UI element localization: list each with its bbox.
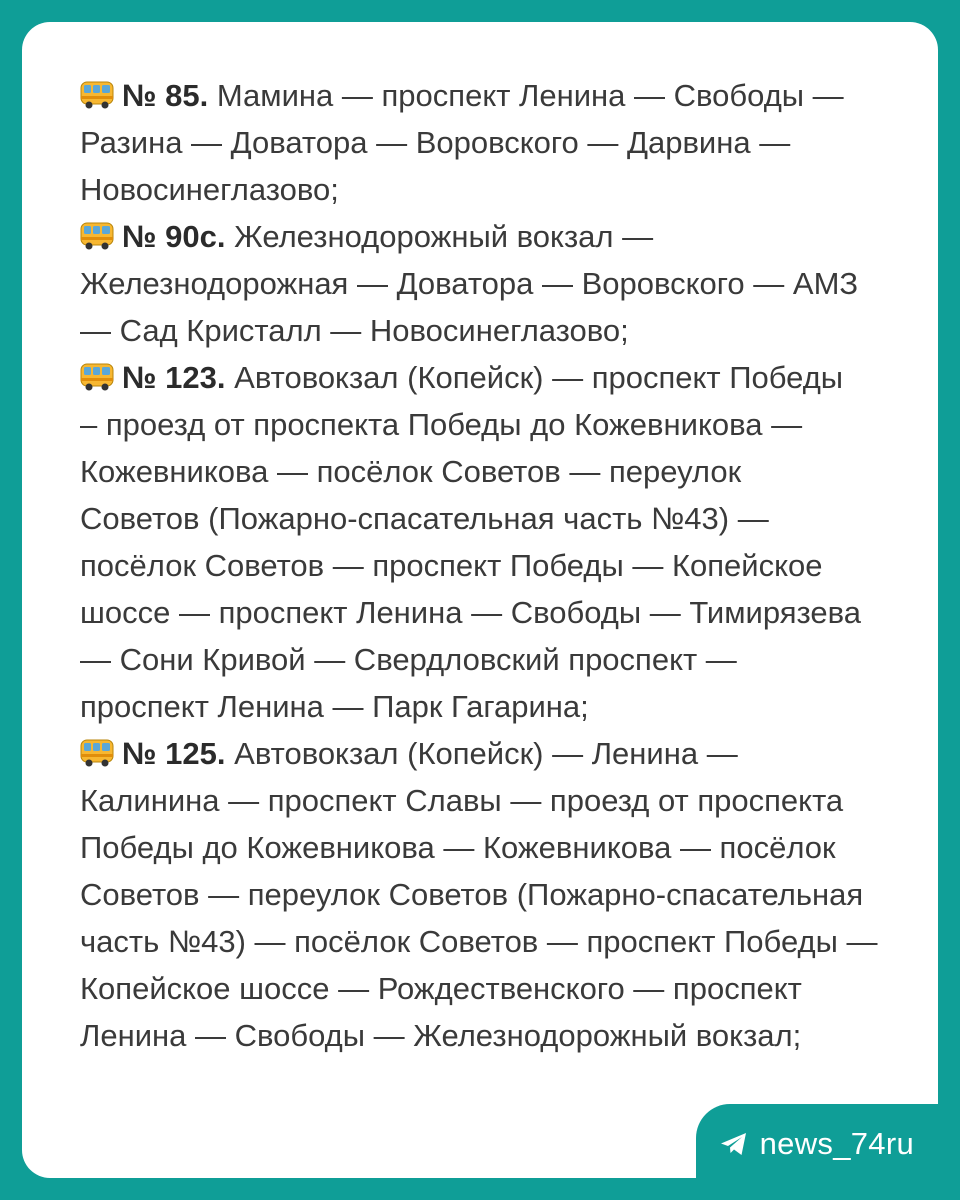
route-line: Разина — Доватора — Воровского — Дарвина —: [80, 125, 791, 160]
route-line: Железнодорожная — Доватора — Воровского — АМЗ: [80, 266, 859, 301]
route-number: № 123.: [122, 360, 226, 395]
route-line: [80, 354, 940, 401]
bus-icon: [80, 738, 114, 768]
route-line: [80, 730, 940, 777]
route-line: Советов — переулок Советов (Пожарно-спасательная: [80, 877, 864, 912]
route-line: Победы до Кожевникова — Кожевникова — посёлок: [80, 830, 836, 865]
route-text: Автовокзал (Копейск) — Ленина —: [234, 736, 738, 771]
route-text: Мамина — проспект Ленина — Свободы —: [216, 78, 844, 113]
route-line: [80, 72, 940, 119]
route-item: [80, 730, 940, 1059]
telegram-icon: [720, 1131, 748, 1157]
route-line: Калинина — проспект Славы — проезд от проспекта: [80, 783, 844, 818]
route-line: Советов (Пожарно-спасательная часть №43) —: [80, 501, 769, 536]
route-item: [80, 72, 940, 213]
brand-label: news_74ru: [759, 1126, 914, 1161]
route-line: шоссе — проспект Ленина — Свободы — Тимирязева: [80, 595, 862, 630]
route-number: № 125.: [122, 736, 226, 771]
route-line: – проезд от проспекта Победы до Кожевникова —: [80, 407, 803, 442]
route-item: [80, 354, 940, 730]
route-line: часть №43) — посёлок Советов — проспект Победы —: [80, 924, 878, 959]
brand-link[interactable]: [720, 1126, 914, 1162]
route-line: — Сад Кристалл — Новосинеглазово;: [80, 313, 629, 348]
route-text: Автовокзал (Копейск) — проспект Победы: [234, 360, 844, 395]
route-line: — Сони Кривой — Свердловский проспект —: [80, 642, 737, 677]
route-line: Копейское шоссе — Рождественского — проспект: [80, 971, 802, 1006]
bus-icon: [80, 221, 114, 251]
route-line: проспект Ленина — Парк Гагарина;: [80, 689, 589, 724]
route-text: Железнодорожный вокзал —: [234, 219, 654, 254]
route-line: посёлок Советов — проспект Победы — Копейское: [80, 548, 823, 583]
route-line: Кожевникова — посёлок Советов — переулок: [80, 454, 742, 489]
bus-icon: [80, 362, 114, 392]
route-number: № 90с.: [122, 219, 226, 254]
bus-icon: [80, 80, 114, 110]
route-line: Ленина — Свободы — Железнодорожный вокзал;: [80, 1018, 802, 1053]
route-number: № 85.: [122, 78, 209, 113]
route-item: [80, 213, 940, 354]
post-card: [22, 22, 938, 1178]
routes-list: [80, 72, 940, 1059]
route-line: Новосинеглазово;: [80, 172, 339, 207]
route-line: [80, 213, 940, 260]
